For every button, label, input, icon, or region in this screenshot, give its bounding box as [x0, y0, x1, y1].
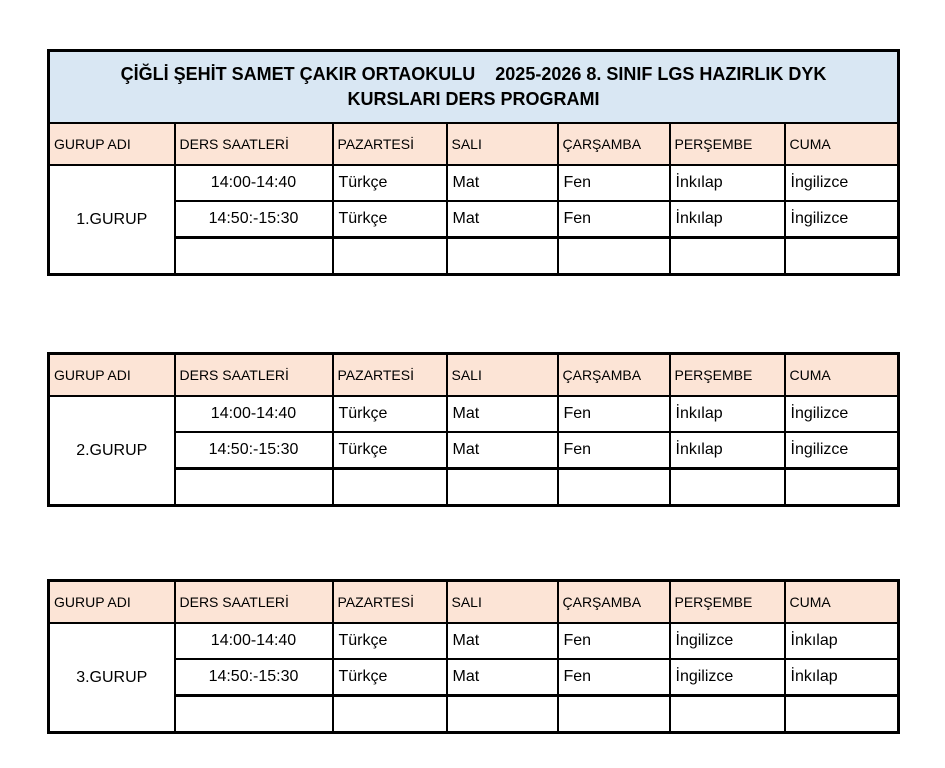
header-cell-hours: DERS SAATLERİ — [175, 581, 333, 624]
header-cell-friday: CUMA — [785, 123, 899, 165]
group-name-cell: 2.GURUP — [49, 396, 175, 506]
subject-cell-friday: İngilizce — [785, 201, 899, 238]
subject-cell-tuesday: Mat — [447, 659, 558, 696]
schedule-table-group2 — [47, 352, 900, 507]
header-cell-thursday: PERŞEMBE — [670, 123, 785, 165]
subject-cell-friday: İngilizce — [785, 396, 899, 432]
subject-cell-friday: İnkılap — [785, 659, 899, 696]
document-title — [49, 51, 899, 124]
table-row — [49, 659, 899, 696]
header-cell-monday: PAZARTESİ — [333, 354, 447, 397]
subject-cell-tuesday — [447, 238, 558, 275]
time-cell — [175, 238, 333, 275]
header-cell-tuesday: SALI — [447, 123, 558, 165]
title-line-1: ÇİĞLİ ŞEHİT SAMET ÇAKIR ORTAOKULU 2025-2026 8. SINIF LGS HAZIRLIK DYK — [120, 64, 827, 84]
schedule-table-group1 — [47, 49, 900, 276]
subject-cell-friday — [785, 696, 899, 733]
subject-cell-wednesday — [558, 238, 670, 275]
header-cell-thursday: PERŞEMBE — [670, 354, 785, 397]
subject-cell-wednesday: Fen — [558, 396, 670, 432]
group-name-cell: 1.GURUP — [49, 165, 175, 275]
subject-cell-thursday: İnkılap — [670, 432, 785, 469]
subject-cell-monday: Türkçe — [333, 659, 447, 696]
subject-cell-thursday — [670, 696, 785, 733]
subject-cell-wednesday: Fen — [558, 201, 670, 238]
subject-cell-wednesday: Fen — [558, 623, 670, 659]
group-name-cell: 3.GURUP — [49, 623, 175, 733]
table-row — [49, 432, 899, 469]
header-cell-hours: DERS SAATLERİ — [175, 354, 333, 397]
subject-cell-monday: Türkçe — [333, 201, 447, 238]
subject-cell-tuesday: Mat — [447, 396, 558, 432]
subject-cell-tuesday: Mat — [447, 201, 558, 238]
subject-cell-wednesday: Fen — [558, 659, 670, 696]
time-cell: 14:50:-15:30 — [175, 659, 333, 696]
subject-cell-thursday: İnkılap — [670, 165, 785, 201]
subject-cell-monday: Türkçe — [333, 396, 447, 432]
header-cell-tuesday: SALI — [447, 354, 558, 397]
subject-cell-monday — [333, 238, 447, 275]
subject-cell-wednesday: Fen — [558, 432, 670, 469]
title-row — [49, 51, 899, 124]
subject-cell-thursday: İnkılap — [670, 396, 785, 432]
time-cell — [175, 696, 333, 733]
header-cell-friday: CUMA — [785, 581, 899, 624]
subject-cell-tuesday: Mat — [447, 165, 558, 201]
column-header-row — [49, 354, 899, 397]
schedule-table-group3 — [47, 579, 900, 734]
table-row — [49, 623, 899, 659]
header-cell-group-name: GURUP ADI — [49, 354, 175, 397]
subject-cell-monday: Türkçe — [333, 432, 447, 469]
subject-cell-monday — [333, 469, 447, 506]
subject-cell-thursday: İnkılap — [670, 201, 785, 238]
header-cell-wednesday: ÇARŞAMBA — [558, 581, 670, 624]
subject-cell-tuesday: Mat — [447, 623, 558, 659]
column-header-row — [49, 123, 899, 165]
subject-cell-wednesday: Fen — [558, 165, 670, 201]
subject-cell-thursday: İngilizce — [670, 623, 785, 659]
subject-cell-thursday — [670, 469, 785, 506]
table-row — [49, 396, 899, 432]
subject-cell-thursday — [670, 238, 785, 275]
empty-row — [49, 238, 899, 275]
header-cell-monday: PAZARTESİ — [333, 123, 447, 165]
subject-cell-friday: İnkılap — [785, 623, 899, 659]
subject-cell-wednesday — [558, 696, 670, 733]
subject-cell-monday: Türkçe — [333, 623, 447, 659]
subject-cell-friday — [785, 469, 899, 506]
header-cell-wednesday: ÇARŞAMBA — [558, 123, 670, 165]
subject-cell-monday: Türkçe — [333, 165, 447, 201]
header-cell-group-name: GURUP ADI — [49, 123, 175, 165]
header-cell-hours: DERS SAATLERİ — [175, 123, 333, 165]
empty-row — [49, 469, 899, 506]
subject-cell-thursday: İngilizce — [670, 659, 785, 696]
table-row — [49, 201, 899, 238]
subject-cell-tuesday: Mat — [447, 432, 558, 469]
header-cell-group-name: GURUP ADI — [49, 581, 175, 624]
subject-cell-friday: İngilizce — [785, 165, 899, 201]
header-cell-wednesday: ÇARŞAMBA — [558, 354, 670, 397]
subject-cell-wednesday — [558, 469, 670, 506]
empty-row — [49, 696, 899, 733]
time-cell: 14:50:-15:30 — [175, 201, 333, 238]
time-cell: 14:00-14:40 — [175, 165, 333, 201]
time-cell: 14:00-14:40 — [175, 623, 333, 659]
subject-cell-tuesday — [447, 469, 558, 506]
subject-cell-friday: İngilizce — [785, 432, 899, 469]
header-cell-friday: CUMA — [785, 354, 899, 397]
header-cell-monday: PAZARTESİ — [333, 581, 447, 624]
time-cell: 14:50:-15:30 — [175, 432, 333, 469]
column-header-row — [49, 581, 899, 624]
time-cell: 14:00-14:40 — [175, 396, 333, 432]
header-cell-tuesday: SALI — [447, 581, 558, 624]
subject-cell-monday — [333, 696, 447, 733]
table-row — [49, 165, 899, 201]
subject-cell-tuesday — [447, 696, 558, 733]
time-cell — [175, 469, 333, 506]
title-line-2: KURSLARI DERS PROGRAMI — [347, 89, 600, 109]
header-cell-thursday: PERŞEMBE — [670, 581, 785, 624]
subject-cell-friday — [785, 238, 899, 275]
